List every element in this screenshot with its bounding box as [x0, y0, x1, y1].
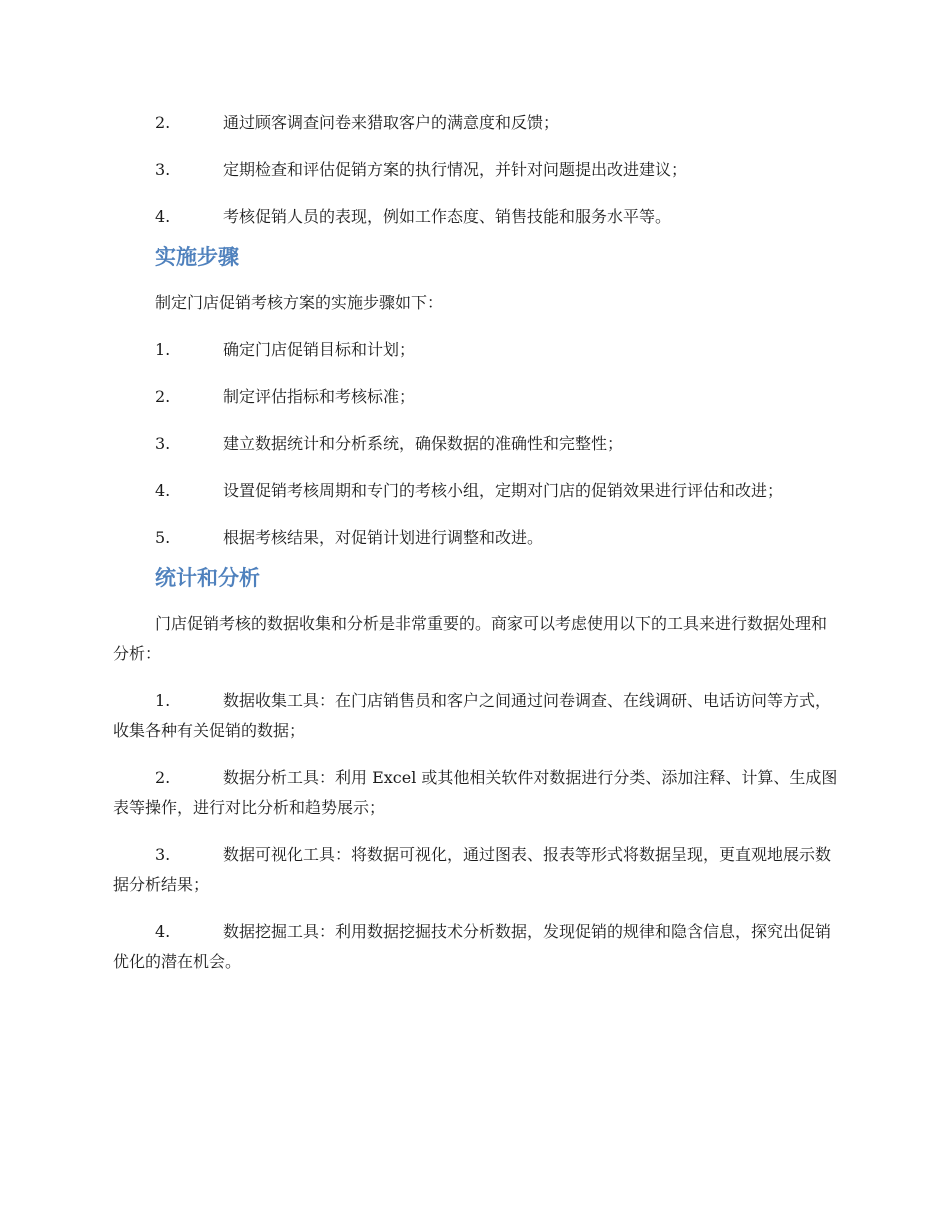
list-number: 2. — [155, 113, 171, 132]
list-item — [113, 840, 839, 900]
list-text: 数据分析工具：利用 Excel 或其他相关软件对数据进行分类、添加注释、计算、生成图表等操作，进行对比分析和趋势展示； — [113, 768, 838, 817]
document-body — [113, 108, 839, 994]
list-item — [113, 523, 839, 553]
list-text: 建立数据统计和分析系统，确保数据的准确性和完整性； — [223, 434, 624, 453]
list-number: 1. — [155, 691, 171, 710]
list-number: 3. — [155, 434, 171, 453]
list-text: 数据收集工具：在门店销售员和客户之间通过问卷调查、在线调研、电话访问等方式，收集各种有关促销的数据； — [113, 691, 832, 740]
list-text: 根据考核结果，对促销计划进行调整和改进。 — [223, 528, 544, 547]
list-number: 4. — [155, 922, 171, 941]
list-text: 考核促销人员的表现，例如工作态度、销售技能和服务水平等。 — [223, 207, 672, 226]
list-number: 3. — [155, 845, 171, 864]
list-item — [113, 202, 839, 232]
list-item — [113, 763, 839, 823]
list-number: 1. — [155, 340, 171, 359]
list-text: 定期检查和评估促销方案的执行情况，并针对问题提出改进建议； — [223, 160, 688, 179]
section-intro: 门店促销考核的数据收集和分析是非常重要的。商家可以考虑使用以下的工具来进行数据处理和分析： — [113, 614, 828, 663]
list-item — [113, 476, 839, 506]
list-item — [113, 686, 839, 746]
list-number: 4. — [155, 207, 171, 226]
list-item — [113, 335, 839, 365]
list-text: 通过顾客调查问卷来猎取客户的满意度和反馈； — [223, 113, 560, 132]
section-heading-implementation: 实施步骤 — [155, 245, 239, 269]
list-text: 确定门店促销目标和计划； — [223, 340, 416, 359]
list-number: 5. — [155, 528, 171, 547]
list-item — [113, 917, 839, 977]
list-number: 3. — [155, 160, 171, 179]
list-item — [113, 429, 839, 459]
section-heading-statistics: 统计和分析 — [155, 566, 260, 590]
list-number: 2. — [155, 387, 171, 406]
section-intro: 制定门店促销考核方案的实施步骤如下： — [155, 293, 444, 312]
list-text: 制定评估指标和考核标准； — [223, 387, 416, 406]
list-item — [113, 108, 839, 138]
list-text: 设置促销考核周期和专门的考核小组，定期对门店的促销效果进行评估和改进； — [223, 481, 784, 500]
list-number: 2. — [155, 768, 171, 787]
list-text: 数据可视化工具：将数据可视化，通过图表、报表等形式将数据呈现，更直观地展示数据分析结果； — [113, 845, 832, 894]
list-item — [113, 155, 839, 185]
list-number: 4. — [155, 481, 171, 500]
list-item — [113, 382, 839, 412]
list-text: 数据挖掘工具：利用数据挖掘技术分析数据，发现促销的规律和隐含信息，探究出促销优化的潜在机会。 — [113, 922, 832, 971]
